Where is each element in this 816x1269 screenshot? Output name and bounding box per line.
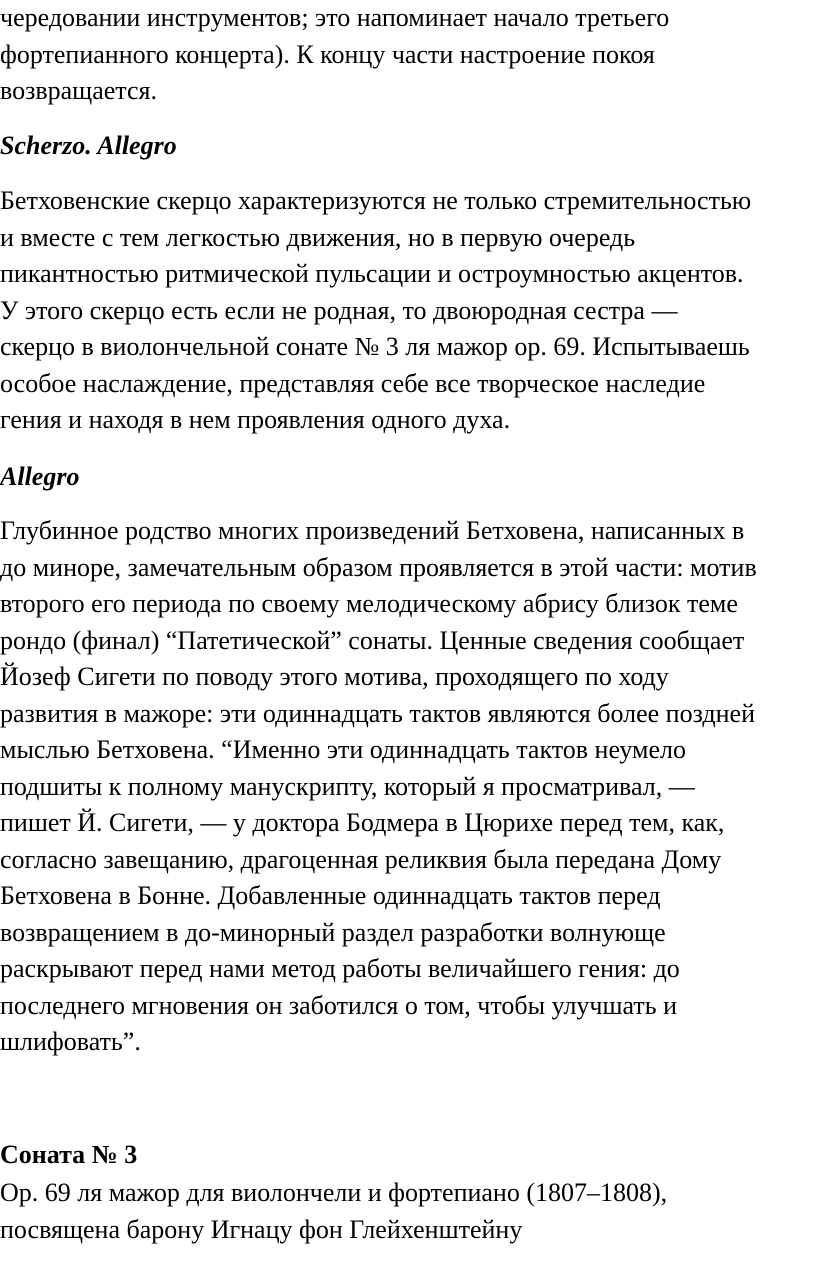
allegro-heading: Allegro: [0, 462, 80, 491]
text-line: фортепианного концерта). К концу части настроение покоя: [0, 39, 655, 69]
text-line: гения и находя в нем проявления одного духа.: [0, 405, 511, 434]
sonata-heading: Соната № 3: [0, 1140, 138, 1169]
text-line: Йозеф Сигети по поводу этого мотива, проходящего по ходу: [0, 662, 669, 691]
scherzo-heading: Scherzo. Allegro: [0, 131, 177, 160]
text-line: скерцо в виолончельной сонате № 3 ля мажор op. 69. Испытываешь: [0, 332, 750, 361]
intro-paragraph: [0, 0, 816, 110]
text-line: пишет Й. Сигети, — у доктора Бодмера в Цюрихе перед тем, как,: [0, 808, 725, 837]
text-line: мыслью Бетховена. “Именно эти одиннадцать тактов неумело: [0, 735, 686, 764]
scherzo-paragraph: [0, 183, 816, 439]
text-line: до миноре, замечательным образом проявляется в этой части: мотив: [0, 552, 757, 582]
text-line: рондо (финал) “Патетической” сонаты. Ценные сведения сообщает: [0, 625, 745, 655]
text-line: У этого скерцо есть если не родная, то двоюродная сестра —: [0, 295, 678, 325]
sonata-paragraph: [0, 1175, 816, 1248]
text-line: раскрывают перед нами метод работы величайшего гения: до: [0, 954, 680, 983]
text-line: возвращением в до-минорный раздел разработки волнующе: [0, 917, 666, 947]
text-line: Op. 69 ля мажор для виолончели и фортепиано (1807–1808),: [0, 1178, 668, 1207]
text-line: второго его периода по своему мелодическому абрису близок теме: [0, 589, 738, 618]
text-line: Глубинное родство многих произведений Бетховена, написанных в: [0, 516, 745, 545]
text-line: посвящена барону Игнацу фон Глейхенштейну: [0, 1214, 523, 1244]
text-line: развития в мажоре: эти одиннадцать тактов являются более поздней: [0, 698, 755, 728]
text-line: и вместе с тем легкостью движения, но в первую очередь: [0, 222, 636, 252]
text-line: возвращается.: [0, 76, 157, 105]
text-line: чередовании инструментов; это напоминает начало третьего: [0, 3, 670, 32]
text-line: подшиты к полному манускрипту, который я просматривал, —: [0, 771, 695, 801]
text-line: шлифовать”.: [0, 1027, 141, 1056]
text-line: согласно завещанию, драгоценная реликвия была передана Дому: [0, 844, 722, 874]
text-line: последнего мгновения он заботился о том, чтобы улучшать и: [0, 990, 678, 1020]
text-line: пикантностью ритмической пульсации и остроумностью акцентов.: [0, 259, 744, 288]
allegro-paragraph: [0, 513, 816, 1061]
text-line: Бетховена в Бонне. Добавленные одиннадцать тактов перед: [0, 881, 661, 910]
text-line: Бетховенские скерцо характеризуются не только стремительностью: [0, 186, 752, 215]
text-line: особое наслаждение, представляя себе все творческое наследие: [0, 368, 706, 398]
